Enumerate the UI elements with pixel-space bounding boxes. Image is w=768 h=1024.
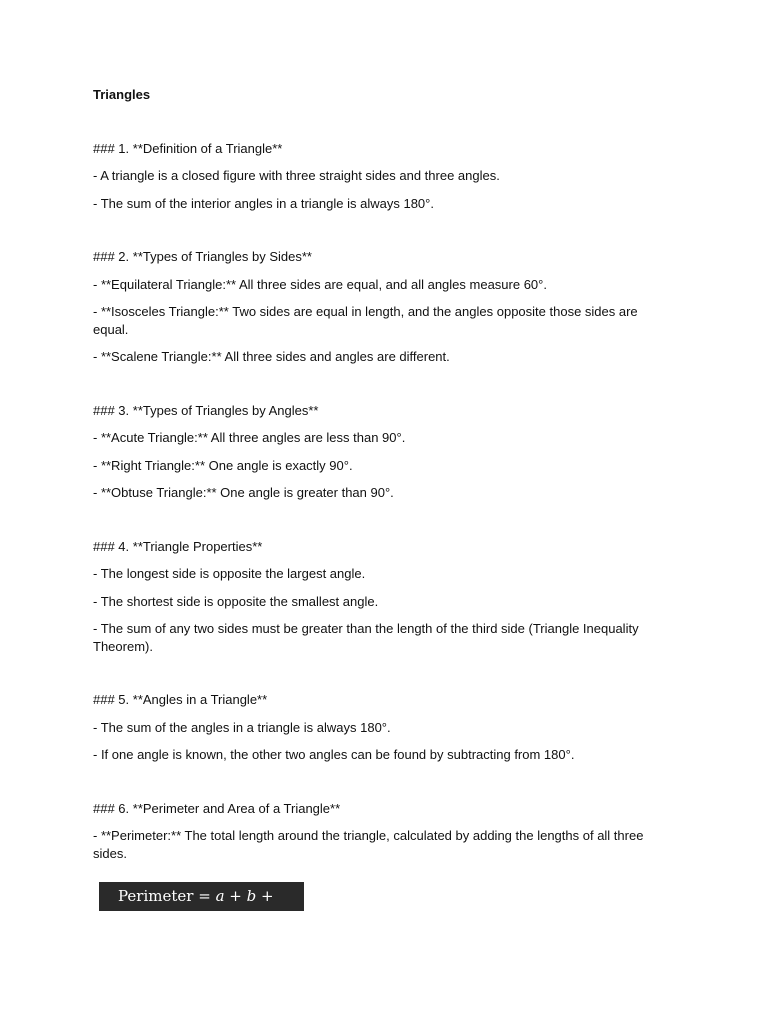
formula-plus: + <box>256 887 274 905</box>
bullet-item: - The sum of the angles in a triangle is always 180°. <box>93 719 391 735</box>
section-angles <box>93 691 673 764</box>
bullet-item: - **Isosceles Triangle:** Two sides are equal in length, and the angles opposite those sides are equal. <box>93 304 638 337</box>
section-heading: ### 4. **Triangle Properties** <box>93 538 263 554</box>
bullet-item: - The sum of the interior angles in a triangle is always 180°. <box>93 195 434 211</box>
bullet-item: - **Scalene Triangle:** All three sides and angles are different. <box>93 349 450 364</box>
perimeter-formula-image <box>99 882 304 924</box>
bullet-item: - **Equilateral Triangle:** All three sides are equal, and all angles measure 60°. <box>93 276 547 292</box>
formula-label: Perimeter <box>118 887 194 905</box>
bullet-item: - **Acute Triangle:** All three angles are less than 90°. <box>93 430 406 445</box>
bullet-item: - **Right Triangle:** One angle is exactly 90°. <box>93 457 353 473</box>
section-properties <box>93 538 673 656</box>
bullet-item: - The shortest side is opposite the smallest angle. <box>93 593 379 609</box>
section-types-by-sides <box>93 248 673 366</box>
bullet-item: - **Perimeter:** The total length around the triangle, calculated by adding the lengths of all three sides. <box>93 828 644 861</box>
bullet-item: - The sum of any two sides must be greater than the length of the third side (Triangle Inequality Theorem). <box>93 621 639 654</box>
formula-equals: = <box>193 887 216 905</box>
formula-var-a: a <box>215 887 225 905</box>
section-heading: ### 6. **Perimeter and Area of a Triangle** <box>93 800 341 816</box>
section-perimeter-area <box>93 800 673 925</box>
section-heading: ### 2. **Types of Triangles by Sides** <box>93 249 312 264</box>
section-heading: ### 3. **Types of Triangles by Angles** <box>93 402 319 418</box>
bullet-item: - A triangle is a closed figure with three straight sides and three angles. <box>93 168 500 183</box>
formula-plus: + <box>224 887 247 905</box>
document-page <box>93 86 673 925</box>
section-heading: ### 1. **Definition of a Triangle** <box>93 140 283 156</box>
section-heading: ### 5. **Angles in a Triangle** <box>93 692 268 707</box>
formula-var-c: c <box>118 906 127 924</box>
formula-var-b: b <box>246 887 257 905</box>
bullet-item: - **Obtuse Triangle:** One angle is greater than 90°. <box>93 485 394 500</box>
section-types-by-angles <box>93 402 673 502</box>
section-definition <box>93 140 673 213</box>
document-title: Triangles <box>93 87 151 102</box>
bullet-item: - If one angle is known, the other two angles can be found by subtracting from 180°. <box>93 747 575 762</box>
bullet-item: - The longest side is opposite the largest angle. <box>93 566 366 581</box>
